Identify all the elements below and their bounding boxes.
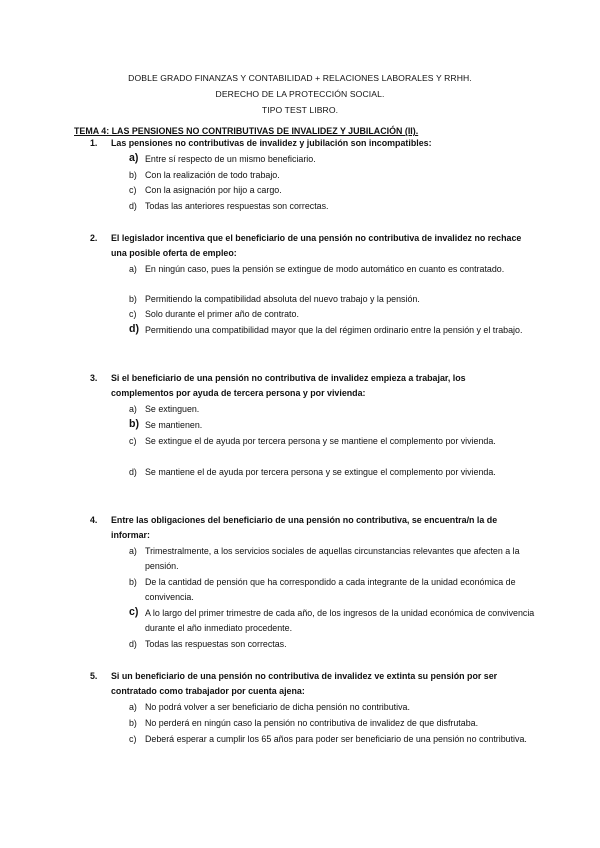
- option-3d: [129, 465, 539, 480]
- option-text: Permitiendo una compatibilidad mayor que la del régimen ordinario entre la pensión y el trabajo.: [145, 325, 523, 335]
- question-1: [90, 136, 530, 151]
- option-1a: [129, 152, 539, 167]
- option-4a: [129, 544, 539, 574]
- question-number: 2.: [90, 233, 98, 243]
- option-5b: [129, 716, 539, 731]
- option-text: Se mantiene el de ayuda por tercera persona y se extingue el complemento por vivienda.: [145, 467, 496, 477]
- option-letter: a): [129, 152, 139, 164]
- header-line-1: DOBLE GRADO FINANZAS Y CONTABILIDAD + RELACIONES LABORALES Y RRHH.: [128, 73, 472, 83]
- option-2a: [129, 262, 539, 277]
- header-line-2: DERECHO DE LA PROTECCIÓN SOCIAL.: [215, 89, 385, 99]
- option-letter: d): [129, 323, 139, 335]
- question-4: [90, 513, 530, 543]
- option-5c: [129, 732, 539, 747]
- option-letter: b): [129, 718, 137, 728]
- option-letter: d): [129, 201, 137, 211]
- option-letter: d): [129, 639, 137, 649]
- option-2d: [129, 323, 539, 338]
- option-letter: a): [129, 702, 137, 712]
- option-text: No podrá volver a ser beneficiario de dicha pensión no contributiva.: [145, 702, 410, 712]
- question-text: Si un beneficiario de una pensión no contributiva de invalidez ve extinta su pensión por ser contratado como trabajador por cuenta ajena:: [111, 671, 498, 696]
- option-2c: [129, 307, 539, 322]
- option-1c: [129, 183, 539, 198]
- question-text: Si el beneficiario de una pensión no contributiva de invalidez empieza a trabajar, los complementos por ayuda de tercera persona y por vivienda:: [111, 373, 466, 398]
- question-text: Las pensiones no contributivas de invalidez y jubilación son incompatibles:: [111, 138, 432, 148]
- question-3: [90, 371, 530, 401]
- option-3a: [129, 402, 539, 417]
- option-5a: [129, 700, 539, 715]
- option-text: Deberá esperar a cumplir los 65 años para poder ser beneficiario de una pensión no contributiva.: [145, 734, 527, 744]
- topic-title: TEMA 4: LAS PENSIONES NO CONTRIBUTIVAS DE INVALIDEZ Y JUBILACIÓN (II).: [74, 126, 419, 136]
- option-letter: b): [129, 577, 137, 587]
- header-line-3: TIPO TEST LIBRO.: [261, 105, 339, 115]
- option-letter: b): [129, 170, 137, 180]
- option-letter: c): [129, 436, 137, 446]
- option-1d: [129, 199, 539, 214]
- question-2: [90, 231, 530, 261]
- option-letter: c): [129, 185, 137, 195]
- question-5: [90, 669, 530, 699]
- question-text: Entre las obligaciones del beneficiario de una pensión no contributiva, se encuentra/n la de informar:: [111, 515, 498, 540]
- option-letter: c): [129, 309, 137, 319]
- option-letter: c): [129, 606, 139, 618]
- question-text: El legislador incentiva que el beneficiario de una pensión no contributiva de invalidez no rechace una posible oferta de empleo:: [111, 233, 522, 258]
- option-letter: b): [129, 418, 139, 430]
- question-number: 1.: [90, 138, 98, 148]
- option-1b: [129, 168, 539, 183]
- option-text: De la cantidad de pensión que ha correspondido a cada integrante de la unidad económica de convivencia.: [145, 577, 516, 603]
- option-letter: a): [129, 546, 137, 556]
- option-text: Se extinguen.: [145, 404, 200, 414]
- question-number: 4.: [90, 515, 98, 525]
- option-letter: b): [129, 294, 137, 304]
- option-letter: c): [129, 734, 137, 744]
- option-text: Permitiendo la compatibilidad absoluta del nuevo trabajo y la pensión.: [145, 294, 420, 304]
- option-letter: a): [129, 264, 137, 274]
- question-number: 5.: [90, 671, 98, 681]
- option-text: Se mantienen.: [145, 420, 203, 430]
- option-text: Con la realización de todo trabajo.: [145, 170, 280, 180]
- option-text: Solo durante el primer año de contrato.: [145, 309, 299, 319]
- option-text: En ningún caso, pues la pensión se extingue de modo automático en cuanto es contratado.: [145, 264, 505, 274]
- option-text: Todas las anteriores respuestas son correctas.: [145, 201, 329, 211]
- option-text: Con la asignación por hijo a cargo.: [145, 185, 282, 195]
- option-4c: [129, 606, 539, 636]
- option-letter: a): [129, 404, 137, 414]
- option-3c: [129, 434, 539, 449]
- option-4d: [129, 637, 539, 652]
- option-4b: [129, 575, 539, 605]
- option-text: Trimestralmente, a los servicios sociales de aquellas circunstancias relevantes que afecten a la pensión.: [145, 546, 520, 572]
- option-text: Entre sí respecto de un mismo beneficiario.: [145, 154, 316, 164]
- option-text: No perderá en ningún caso la pensión no contributiva de invalidez de que disfrutaba.: [145, 718, 479, 728]
- option-text: Todas las respuestas son correctas.: [145, 639, 287, 649]
- question-number: 3.: [90, 373, 98, 383]
- option-text: Se extingue el de ayuda por tercera persona y se mantiene el complemento por vivienda.: [145, 436, 496, 446]
- option-text: A lo largo del primer trimestre de cada año, de los ingresos de la unidad económica de convivencia durante el año inmediato procedente.: [145, 608, 535, 634]
- option-3b: [129, 418, 539, 433]
- option-letter: d): [129, 467, 137, 477]
- option-2b: [129, 292, 539, 307]
